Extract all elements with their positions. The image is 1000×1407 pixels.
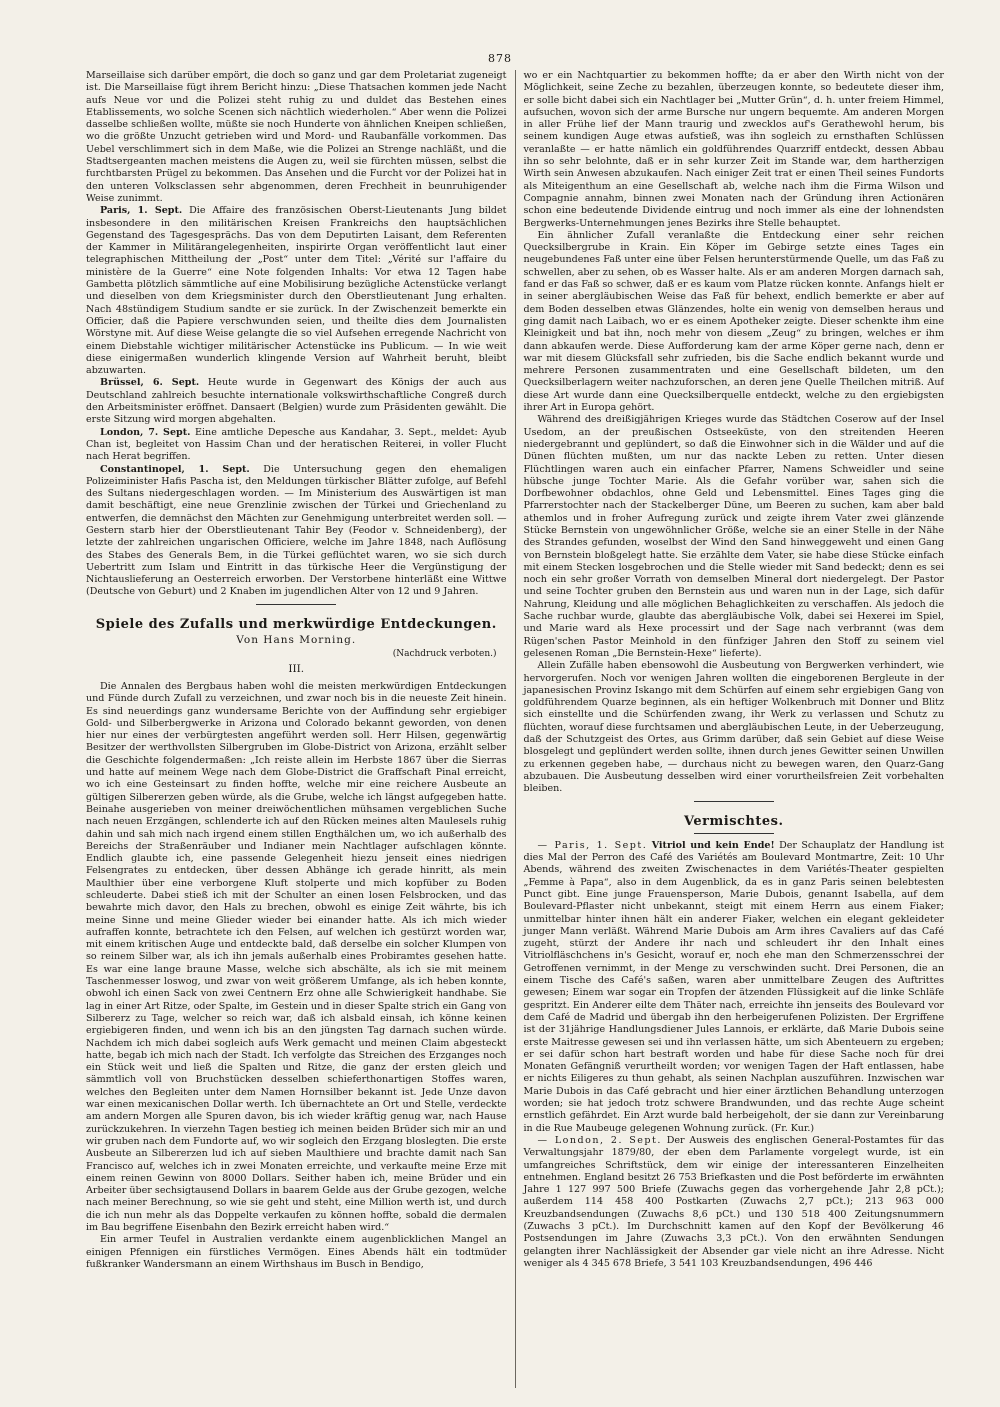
feuilleton-paragraph: Die Annalen des Bergbaus haben wohl die meisten merkwürdigen Entdeckungen und Fünde durch Zufall zu verzeichnen, und zwar noch bis in die neueste Zeit hinein. Es sind neuerdings ganz wundersame Berichte von der Auffindung sehr ergiebiger Gold- und Silberbergwerke in Arizona und Colorado bekannt geworden, von denen hier nur eines der verbürgtesten angeführt werden soll. Herr Hilsen, gegenwärtig Besitzer der werthvollsten Silbergruben im Globe-District von Arizona, erzählt selber die Geschichte folgendermaßen: „Ich reiste allein im Herbste 1867 über die Sierras und hatte auf meinem Wege nach dem Globe-District die Graffschaft Pinal erreicht, wo ich eine Gesteinsart zu finden hoffte, welche mir eine reichere Ausbeute an gültigen Silbererzen geben würde, als die Grube, welche ich längst aufgegeben hatte. Beinahe ausgerieben von meiner dreiwöchentlichen mühsamen vergeblichen Suche nach neuen Erzgängen, schlenderte ich auf den Rücken meines alten Maulesels ruhig dahin und sah mich nach irgend einem stillen Engthälchen um, wo ich außerhalb des Bereichs der Straßenräuber und Indianer mein Nachtlager aufschlagen könnte. Endlich glaubte ich, eine passende Gelegenheit hiezu jenseit eines niedrigen Felsengrates zu entdecken, über dessen Abhänge ich gerade hinritt, als mein Maulthier über eine verborgene Kluft stolperte und mich kopfüber zu Boden schleuderte. Dabei stieß ich mit der Schulter an einen losen Felsbrocken, und das bewahrte mich davor, den Hals zu brechen, obwohl es einige Zeit währte, bis ich meine Sinne und meine Glieder wieder bei einander hatte. Als ich mich wieder aufraffen konnte, betrachtete ich den Felsen, auf welchen ich gestürzt worden war, mit einem kritischen Auge und entdeckte bald, daß derselbe ein solcher Klumpen von so reinem Silber war, als ich ihn jemals außerhalb eines Probiramtes gesehen hatte. Es war eine lange braune Masse, welche sich abschälte, als ich sie mit meinem Taschenmesser loswog, und zwar von weit größerem Umfange, als ich heben konnte, obwohl ich einen Sack von zwei Centnern Erz ohne alle Schwierigkeit handhabe. Sie lag in einer Art Ritze, oder Spalte, im Gestein und in dieser Spalte strich ein Gang von Silbererz zu Tage, welcher so reich war, daß ich alsbald einsah, ich könne keinen ergiebigeren finden, und wenn ich bis an den jüngsten Tag darnach suchen würde. Nachdem ich mich dabei sogleich aufs Werk gemacht und meinen Claim abgesteckt hatte, begab ich mich nach der Stadt. Ich verfolgte das Streichen des Erzganges noch ein Stück weit und ließ die Spalten und Ritze, die ganz der ersten gleich und sämmtlich voll von Bruchstücken desselben schieferthonartigen Stoffes waren, welches den Begleiten unter dem Namen Hornsilber bekannt ist. Jede Unze davon war einen mexicanischen Dollar werth. Ich übernachtete an Ort und Stelle, verdeckte am andern Morgen alle Spuren davon, bis ich wieder kräftig genug war, nach Hause zurückzukehren. In vierzehn Tagen bestieg ich meinen beiden Brüder sich mir an und wir gruben nach dem Fundorte auf, wo wir sogleich den Erzgang bloslegten. Die erste Ausbeute an Silbererzen lud ich auf sieben Maulthiere und brachte damit nach San Francisco auf, welches ich in zwei Monaten erreichte, und verkaufte meine Erze mit einem reinen Gewinn von 8000 Dollars. Seither haben ich, meine Brüder und ein Arbeiter über sechsigtausend Dollars in baarem Gelde aus der Grube gezogen, welche nach meiner Berechnung, so wie sie geht und steht, eine Million werth ist, und durch die ich nun mehr als das Doppelte verkaufen zu können hoffte, sobald die dermalen im Bau begriffene Eisenbahn den Bezirk erreicht haben wird.“ <box>86 680 507 1234</box>
opening-paragraph: Marseillaise sich darüber empört, die doch so ganz und gar dem Proletariat zugeneigt ist. Die Marseillaise fügt ihrem Bericht hinzu: „Diese Thatsachen kommen jede Nacht aufs Neue vor und die Polizei steht ruhig zu und duldet das Bestehen eines Etablissements, wo solche Scenen sich nächtlich wiederholen.“ Aber wenn die Polizei dasselbe schließen wollte, müßte sie noch Hunderte von ähnlichen Kneipen schließen, wo die größte Unzucht getrieben wird und Mord- und Raubanfälle vorkommen. Das Uebel verschlimmert sich in dem Maße, wie die Polizei an Strenge nachläßt, und die Stadtsergeanten machen meistens die Augen zu, weil sie fürchten müssen, selbst die furchtbarsten Prügel zu bekommen. Das Ansehen und die Furcht vor der Polizei hat in den unteren Volksclassen sehr abgenommen, deren Frechheit in beunruhigender Weise zunimmt. <box>86 70 507 204</box>
page-number: 878 <box>488 52 512 65</box>
section-divider <box>256 604 336 605</box>
story-paragraph: Ein ähnlicher Zufall veranlaßte die Entdeckung einer sehr reichen Quecksilbergrube in Krain. Ein Köper im Gebirge setzte eines Tages ein neugebundenes Faß unter eine über Felsen herunterstürmende Quelle, um das Faß zu schwellen, aber zu sehen, ob es Wasser halte. Als er am anderen Morgen darnach sah, fand er das Faß so schwer, daß er es kaum vom Platze rücken konnte. Anfangs hielt er in seiner abergläubischen Weise das Faß für behext, endlich bemerkte er aber auf dem Boden desselben etwas Glänzendes, holte ein wenig von demselben heraus und ging damit nach Laibach, wo er es einem Apotheker zeigte. Dieser schenkte ihm eine Kleinigkeit und bat ihn, noch mehr von diesem „Zeug“ zu bringen, welches er ihm dann abkaufen werde. Diese Aufforderung kam der arme Köper gerne nach, denn er war mit diesem Glücksfall sehr zufrieden, bis die Sache endlich bekannt wurde und mehrere Personen zusammentraten und eine Gesellschaft bildeten, um den Quecksilberlagern weiter nachzuforschen, an deren jene Quelle Theilchen mitriß. Auf diese Art wurde dann eine Quecksilberquelle entdeckt, welche zu den ergiebigsten ihrer Art in Europa gehört. <box>523 229 944 414</box>
story-paragraph: Während des dreißigjährigen Krieges wurde das Städtchen Coserow auf der Insel Usedom, an der preußischen Ostseeküste, von den streitenden Heeren niedergebrannt und geplündert, so daß die Einwohner sich in die Wälder und auf die Dünen flüchten mußten, um nur das nackte Leben zu retten. Unter diesen Flüchtlingen waren auch ein einfacher Pfarrer, Namens Schweidler und seine hübsche junge Tochter Marie. Als die Gefahr vorüber war, sahen sich die Dorfbewohner obdachlos, ohne Geld und Lebensmittel. Eines Tages ging die Pfarrerstochter nach der Stackelberger Düne, um Beeren zu suchen, kam aber bald athemlos und in froher Aufregung zurück und zeigte ihrem Vater zwei glänzende Stücke Bernstein von ungewöhnlicher Größe, welche sie an einer Stelle in der Nähe des Strandes gefunden, woselbst der Wind den Sand hinweggeweht und einen Gang von Bernstein bloßgelegt hatte. Sie erzählte dem Vater, sie habe diese Stücke einfach mit einem Stecken losgebrochen und die Stelle wieder mit Sand bedeckt; denn es sei noch ein sehr großer Vorrath von demselben Mineral dort niedergelegt. Der Pastor und seine Tochter gruben den Bernstein aus und waren nun in der Lage, sich dafür Nahrung, Kleidung und alle möglichen Behaglichkeiten zu verschaffen. Als jedoch die Sache ruchbar wurde, glaubte das abergläubische Volk, dabei sei Hexerei im Spiel, und Marie ward als Hexe processirt und der Sage nach verbrannt (was dem Rügen'schen Pastor Meinhold in den fünfziger Jahren den Stoff zu seinem viel gelesenen Roman „Die Bernstein-Hexe“ lieferte). <box>523 414 944 659</box>
vermischtes-item-paris: — Paris, 1. Sept. Vitriol und kein Ende! Der Schauplatz der Handlung ist dies Mal der Perron des Café des Variétés am Boulevard Montmartre, Zeit: 10 Uhr Abends, während des zweiten Zwischenactes in dem Variétés-Theater gespielten „Femme à Papa“, also in dem Augenblick, da es in ganz Paris seinen belebtesten Punct gibt. Eine junge Frauensperson, Marie Dubois, genannt Isabella, auf dem Boulevard-Pflaster nicht unbekannt, steigt mit einem Herrn aus einem Fiaker; unmittelbar hinter ihnen hält ein anderer Fiaker, welchen ein elegant gekleideter junger Mann verläßt. Während Marie Dubois am Arm ihres Cavaliers auf das Café zugeht, stürzt der Andere ihr nach und schleudert ihr den Inhalt eines Vitriolfläschchens in's Gesicht, worauf er, noch ehe man den Schmerzensschrei der Getroffenen vernimmt, in der Menge zu verschwinden sucht. Drei Personen, die an einem Tische des Café's saßen, waren aber unmittelbare Zeugen des Auftrittes gewesen; Einem war sogar ein Tropfen der ätzenden Flüssigkeit auf die linke Schläfe gespritzt. Ein Anderer eilte dem Thäter nach, erreichte ihn jenseits des Boulevard vor dem Café de Madrid und übergab ihn den herbeigerufenen Polizisten. Der Ergriffene ist der 31jährige Handlungsdiener Jules Lannois, er erklärte, daß Marie Dubois seine erste Maitresse gewesen sei und ihn verlassen hätte, um sich Abenteuern zu ergeben; er sei dafür schon hart bestraft worden und habe für diese Sache noch für drei Monaten Gefängniß verurtheilt worden; vor wenigen Tagen der Haft entlassen, habe er nichts Eiligeres zu thun gehabt, als seinen Nachplan auszuführen. Inzwischen war Marie Dubois in das Café gebracht und hier einer ärztlichen Behandlung unterzogen worden; sie hat jedoch trotz schwere Brandwunden, und das rechte Auge scheint ernstlich gefährdet. Ein Arzt wurde bald herbeigeholt, der sie dann zur Vereinbarung in die Rue Maubeuge gelegenen Wohnung zurück. (Fr. Kur.) <box>523 839 944 1134</box>
two-column-layout <box>86 70 944 1388</box>
news-item-paris: Paris, 1. Sept. Die Affaire des französischen Oberst-Lieutenants Jung bildet insbesondere in den militärischen Kreisen Frankreichs den hauptsächlichen Gegenstand des Tagesgesprächs. Das von dem Deputirten Laisant, dem Referenten der Kammer in Militärangelegenheiten, inspirirte Organ veröffentlicht laut einer telegraphischen Mittheilung der „Post“ unter dem Titel: „Vérité sur l'affaire du ministère de la Guerre“ eine Note folgenden Inhalts: Vor etwa 12 Tagen habe Gambetta plötzlich sämmtliche auf eine Mobilisirung bezügliche Actenstücke verlangt und dieselben von dem Kriegsminister durch den Oberstlieutenant Jung erhalten. Nach 48stündigem Studium sandte er sie zurück. In der Zwischenzeit bemerkte ein Officier, daß die Papiere verschwunden seien, und theilte dies dem Journalisten Wörstyne mit. Auf diese Weise gelangte die so viel Aufsehen erregende Nachricht von einem Diebstahle wichtiger militärischer Actenstücke ins Publicum. — In wie weit diese einigermaßen wunderlich klingende Version auf Wahrheit beruht, bleibt abzuwarten. <box>86 205 507 377</box>
feuilleton-part: III. <box>288 662 305 675</box>
vermischtes-title: Vermischtes. <box>683 813 784 829</box>
feuilleton-title: Spiele des Zufalls und merkwürdige Entdeckungen. <box>95 616 497 632</box>
section-divider <box>694 801 774 802</box>
story-paragraph: wo er ein Nachtquartier zu bekommen hoffte; da er aber den Wirth nicht von der Möglichkeit, seine Zeche zu bezahlen, überzeugen konnte, so bedeutete dieser ihm, er solle bicht dabei sich ein Nachtlager bei „Mutter Grün“, d. h. unter freiem Himmel, aufsuchen, wovon sich der arme Bursche nur ungern bequemte. Am anderen Morgen in aller Frühe lief der Mann traurig und zwecklos auf's Gerathewohl herum, bis seinem kundigen Auge etwas aufstieß, was ihn sogleich zu ernsthaften Schlüssen veranlaßte — er hatte nämlich ein goldführendes Quarzriff entdeckt, dessen Abbau ihn so sehr belohnte, daß er in sehr kurzer Zeit im Stande war, dem hartherzigen Wirth sein Anwesen abzukaufen. Nach einiger Zeit trat er einen Theil seines Fundorts als Miteigenthum an eine Gesellschaft ab, welche nach ihm die Firma Wilson und Compagnie annahm, binnen zwei Monaten nach der Gründung ihren Actionären schon eine bedeutende Dividende eintrug und noch immer als eine der lohnendsten Bergwerks-Unternehmungen jenes Bezirks ihre Stelle behauptet. <box>523 70 944 229</box>
news-item-london: London, 7. Sept. Eine amtliche Depesche aus Kandahar, 3. Sept., meldet: Ayub Chan ist, begleitet von Hassim Chan und der heratischen Reiterei, in voller Flucht nach Herat begriffen. <box>86 426 507 463</box>
feuilleton-paragraph: Ein armer Teufel in Australien verdankte einem augenblicklichen Mangel an einigen Pfennigen ein fürstliches Vermögen. Eines Abends hält ein todtmüder fußkranker Wandersmann an einem Wirthshaus im Busch in Bendigo, <box>86 1234 507 1270</box>
feuilleton-author: Von Hans Morning. <box>236 634 357 647</box>
right-column <box>516 70 945 1388</box>
reprint-note: (Nachdruck verboten.) <box>392 649 497 660</box>
news-item-constantinopel: Constantinopel, 1. Sept. Die Untersuchung gegen den ehemaligen Polizeiminister Hafis Pascha ist, den Meldungen türkischer Blätter zufolge, auf Befehl des Sultans niedergeschlagen worden. — Im Ministerium des Auswärtigen ist man damit beschäftigt, eine neue Grenzlinie zwischen der Türkei und Griechenland zu entwerfen, die demnächst den Mächten zur Genehmigung unterbreitet werden soll. — Gestern starb hier der Oberstlieutenant Tahir Bey (Feodor v. Schneidenberg), der letzte der zahlreichen ungarischen Officiere, welche im Jahre 1848, nach Auflösung des Stabes des Generals Bem, in die Türkei geflüchtet waren, wo sie sich durch Uebertritt zum Islam und Eintritt in das türkische Heer die Vergünstigung der Nichtauslieferung an Oesterreich erworben. Der Verstorbene hinterläßt eine Wittwe (Deutsche von Geburt) und 2 Knaben im jugendlichen Alter von 12 und 9 Jahren. <box>86 463 507 598</box>
section-divider <box>694 833 774 834</box>
left-column <box>86 70 515 1388</box>
story-paragraph: Allein Zufälle haben ebensowohl die Ausbeutung von Bergwerken verhindert, wie hervorgerufen. Noch vor wenigen Jahren wollten die eingeborenen Bergleute in der japanesischen Provinz Iskango mit dem Schürfen auf einem sehr ergiebigen Gang von goldführendem Quarze beginnen, als ein heftiger Wolkenbruch mit Donner und Blitz sich einstellte und die Schürfenden zwang, ihr Werk zu verlassen und Schutz zu flüchten, worauf diese furchtsamen und abergläubischen Leute, in der Ueberzeugung, daß der Schutzgeist des Ortes, aus Grimm darüber, daß sein Gebiet auf diese Weise blosgelegt und geplündert werden sollte, ihnen durch jenes Gewitter seinen Unwillen zu erkennen gegeben habe, — durchaus nicht zu bewegen waren, den Quarz-Gang abzubauen. Die Ausbeutung desselben wird einer vorurtheilsfreien Zeit vorbehalten bleiben. <box>523 660 944 795</box>
vermischtes-item-london: — London, 2. Sept. Der Ausweis des englischen General-Postamtes für das Verwaltungsjahr 1879/80, der eben dem Parlamente vorgelegt wurde, ist ein umfangreiches Schriftstück, dem wir einige der interessanteren Einzelheiten entnehmen. England besitzt 26 753 Briefkasten und die Post beförderte im erwähnten Jahre 1 127 997 500 Briefe (Zuwachs gegen das vorhergehende Jahr 2,8 pCt.); außerdem 114 458 400 Postkarten (Zuwachs 2,7 pCt.); 213 963 000 Kreuzbandsendungen (Zuwachs 8,6 pCt.) und 130 518 400 Zeitungsnummern (Zuwachs 3 pCt.). Im Durchschnitt kamen auf den Kopf der Bevölkerung 46 Postsendungen im Jahre (Zuwachs 3,3 pCt.). Von den erwähnten Sendungen gelangten ihrer Nachlässigkeit der Absender gar viele nicht an ihre Adresse. Nicht weniger als 4 345 678 Briefe, 3 541 103 Kreuzbandsendungen, 496 446 <box>523 1134 944 1269</box>
news-item-bruessel: Brüssel, 6. Sept. Heute wurde in Gegenwart des Königs der auch aus Deutschland zahlreich besuchte internationale volkswirthschaftliche Congreß durch den Arbeitsminister eröffnet. Dansaert (Belgien) wurde zum Präsidenten gewählt. Die erste Sitzung wird morgen abgehalten. <box>86 377 507 426</box>
